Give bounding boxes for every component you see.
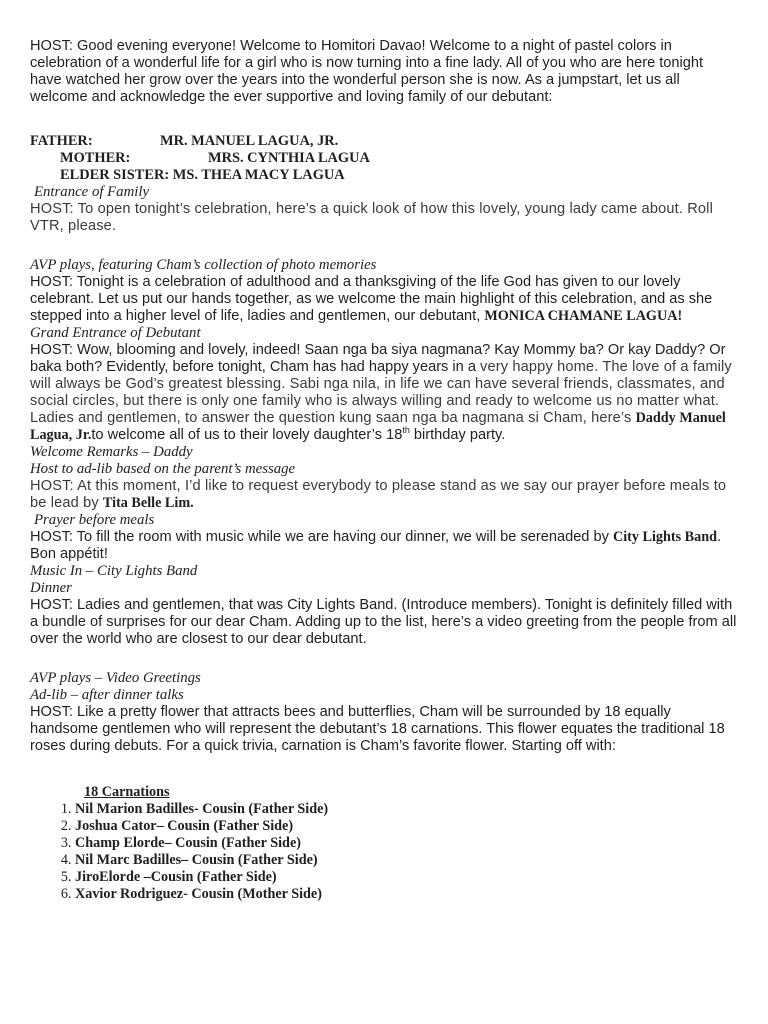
- list-item: 5. JiroElorde –Cousin (Father Side): [75, 869, 738, 886]
- host-debutant-intro-paragraph: HOST: Tonight is a celebration of adulthood and a thanksgiving of the life God has given to our lovely celebrant. Let us put our hands together, as we welcome the main highlight of this celebration, and as she stepped into a higher level of life, ladies and gentlemen, our debutant, MONICA CHAMANE LAGUA!: [30, 274, 713, 324]
- father-name: MR. MANUEL LAGUA, JR.: [160, 133, 339, 149]
- sister-label: ELDER SISTER:: [60, 167, 170, 183]
- prayer-leader-name: Tita Belle Lim.: [102, 495, 194, 511]
- cue-host-adlib: Host to ad-lib based on the parent’s message: [30, 461, 296, 477]
- cue-avp-photo-memories: AVP plays, featuring Cham’s collection of photo memories: [30, 257, 377, 273]
- cue-dinner: Dinner: [30, 580, 72, 596]
- father-line: [30, 133, 738, 150]
- father-label: FATHER:: [30, 133, 93, 149]
- mother-line: [30, 150, 738, 167]
- cue-entrance-family: Entrance of Family: [34, 184, 150, 200]
- cue-adlib-after-dinner: Ad-lib – after dinner talks: [30, 687, 184, 703]
- sister-line: [30, 167, 738, 184]
- cue-avp-video-greetings: AVP plays – Video Greetings: [30, 670, 201, 686]
- host-music-paragraph: HOST: To fill the room with music while we are having our dinner, we will be serenaded by City Lights Band. Bon appétit!: [30, 529, 722, 562]
- family-list: [30, 133, 738, 184]
- host-opening-paragraph: HOST: Good evening everyone! Welcome to Homitori Davao! Welcome to a night of pastel colors in celebration of a wonderful life for a girl who is now turning into a fine lady. All of you who are here tonight have watched her grow over the years into the wonderful person she is now. As a jumpstart, let us all welcome and acknowledge the ever supportive and loving family of our debutant:: [30, 38, 704, 105]
- cue-grand-entrance: Grand Entrance of Debutant: [30, 325, 201, 341]
- carnations-list: [30, 801, 738, 903]
- spacer: [30, 235, 738, 252]
- spacer: [30, 648, 738, 665]
- mother-name: MRS. CYNTHIA LAGUA: [208, 150, 370, 166]
- host-carnations-paragraph: HOST: Like a pretty flower that attracts bees and butterflies, Cham will be surrounded by 18 equally handsome gentlemen who will represent the debutant’s 18 carnations. This flower equates the traditional 18 roses during debuts. For a quick trivia, carnation is Cham’s favorite flower. Starting off with:: [30, 704, 725, 754]
- sister-name: MS. THEA MACY LAGUA: [172, 167, 345, 183]
- list-item: 4. Nil Marc Badilles– Cousin (Father Side): [75, 852, 738, 869]
- carnations-title: 18 Carnations: [84, 784, 170, 800]
- mother-label: MOTHER:: [60, 150, 131, 166]
- list-item: 1. Nil Marion Badilles- Cousin (Father Side): [75, 801, 738, 818]
- host-prayer-paragraph: HOST: At this moment, I’d like to request everybody to please stand as we say our prayer before meals to be lead by Tita Belle Lim.: [30, 478, 727, 511]
- daddy-name: Daddy Manuel Lagua, Jr.: [30, 410, 726, 443]
- list-item: 6. Xavior Rodriguez- Cousin (Mother Side): [75, 886, 738, 903]
- host-family-paragraph: HOST: Wow, blooming and lovely, indeed! Saan nga ba siya nagmana? Kay Mommy ba? Or kay Daddy? Or baka both? Evidently, before tonight, Cham has had happy years in a very happy home. The love of a family will always be God’s greatest blessing. Sabi nga nila, in life we can have several friends, classmates, and social circles, but there is only one family who is always willing and ready to welcome us no matter what. Ladies and gentlemen, to answer the question kung saan nga ba nagmana si Cham, here’s Daddy Manuel Lagua, Jr.to welcome all of us to their lovely daughter’s 18th birthday party.: [30, 342, 732, 443]
- host-video-greetings-paragraph: HOST: Ladies and gentlemen, that was City Lights Band. (Introduce members). Tonight is definitely filled with a bundle of surprises for our dear Cham. Adding up to the list, here’s a video greeting from the people from all over the world who are closest to our dear debutant.: [30, 597, 737, 647]
- list-item: 2. Joshua Cator– Cousin (Father Side): [75, 818, 738, 835]
- spacer: [30, 106, 738, 123]
- debutant-name: MONICA CHAMANE LAGUA!: [484, 308, 683, 324]
- spacer: [30, 755, 738, 772]
- cue-prayer: Prayer before meals: [34, 512, 155, 528]
- cue-welcome-remarks: Welcome Remarks – Daddy: [30, 444, 193, 460]
- cue-music-in: Music In – City Lights Band: [30, 563, 198, 579]
- band-name: City Lights Band: [612, 529, 718, 545]
- host-vtr-paragraph: HOST: To open tonight’s celebration, here’s a quick look of how this lovely, young lady came about. Roll VTR, please.: [30, 201, 713, 234]
- list-item: 3. Champ Elorde– Cousin (Father Side): [75, 835, 738, 852]
